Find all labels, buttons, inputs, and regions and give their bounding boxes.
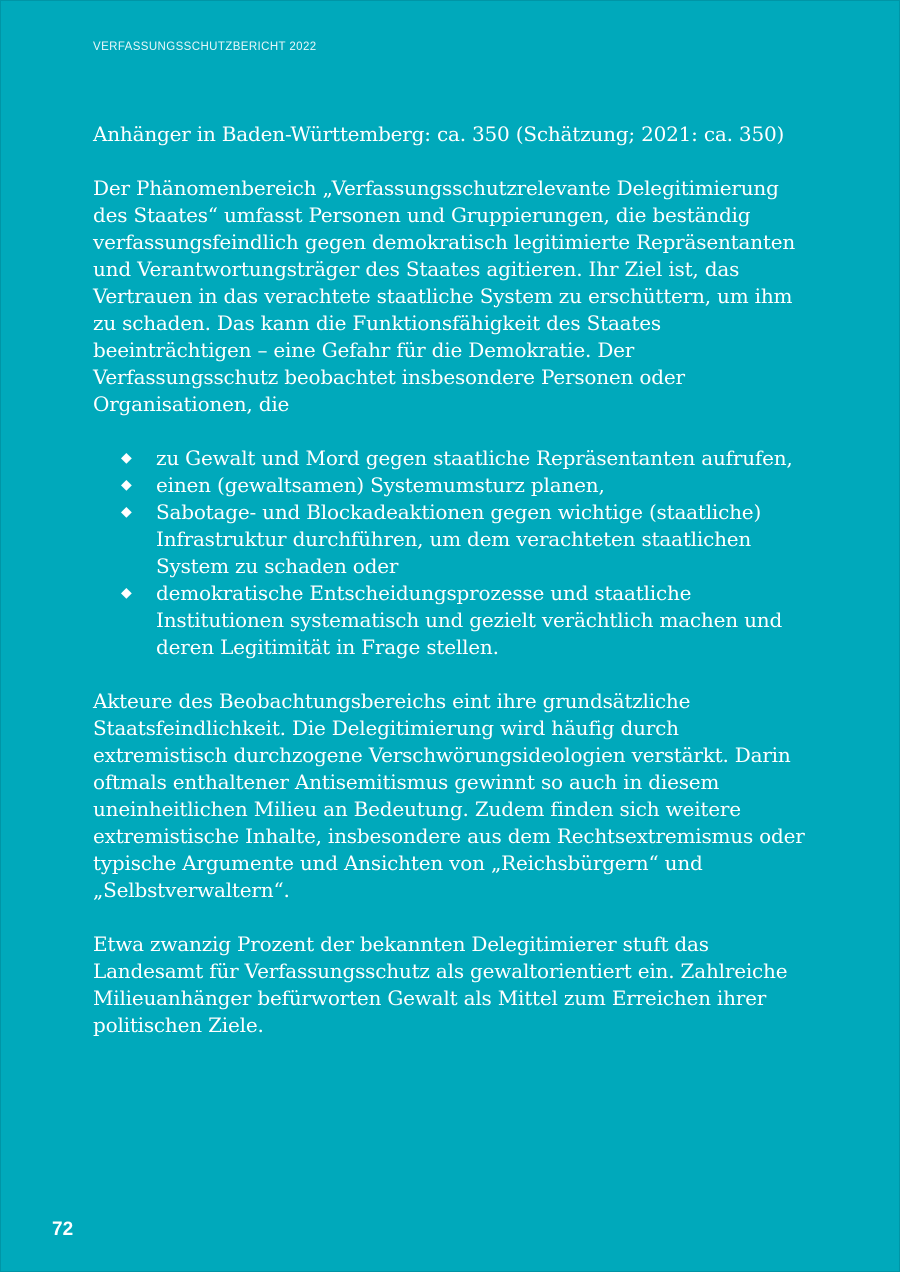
- bullet-item-text: demokratische Entscheidungsprozesse und staatliche Institutionen systematisch und gezielt verächtlich machen und deren Legitimität in Frage stellen.: [156, 581, 783, 659]
- page-number: 72: [52, 1219, 74, 1240]
- main-text-block: [93, 121, 809, 1066]
- diamond-bullet-icon: ◆: [121, 450, 132, 466]
- supporters-count-line: Anhänger in Baden-Württemberg: ca. 350 (Schätzung; 2021: ca. 350): [93, 122, 785, 146]
- bullet-item-text: einen (gewaltsamen) Systemumsturz planen,: [156, 473, 605, 497]
- criteria-bullet-list: [93, 445, 809, 661]
- bullet-item-text: zu Gewalt und Mord gegen staatliche Repräsentanten aufrufen,: [156, 446, 793, 470]
- violence-paragraph: Etwa zwanzig Prozent der bekannten Delegitimierer stuft das Landesamt für Verfassungsschutz als gewaltorientiert ein. Zahlreiche Milieuanhänger befürworten Gewalt als Mittel zum Erreichen ihrer politischen Ziele.: [93, 932, 788, 1037]
- intro-paragraph: Der Phänomenbereich „Verfassungsschutzrelevante Delegitimierung des Staates“ umfasst Personen und Gruppierungen, die beständig verfassungsfeindlich gegen demokratisch legitimierte Repräsentanten und Verantwortungsträger des Staates agitieren. Ihr Ziel ist, das Vertrauen in das verachtete staatliche System zu erschüttern, um ihm zu schaden. Das kann die Funktionsfähigkeit des Staates beeinträchtigen – eine Gefahr für die Demokratie. Der Verfassungsschutz beobachtet insbesondere Personen oder Organisationen, die: [93, 176, 796, 416]
- diamond-bullet-icon: ◆: [121, 477, 132, 493]
- bullet-item: [121, 580, 809, 661]
- bullet-item: [121, 472, 809, 499]
- bullet-item-text: Sabotage- und Blockadeaktionen gegen wichtige (staatliche) Infrastruktur durchführen, um dem verachteten staatlichen System zu schaden oder: [156, 500, 762, 578]
- running-header: VERFASSUNGSSCHUTZBERICHT 2022: [93, 41, 317, 53]
- bullet-item: [121, 445, 809, 472]
- diamond-bullet-icon: ◆: [121, 585, 132, 601]
- diamond-bullet-icon: ◆: [121, 504, 132, 520]
- actors-paragraph: Akteure des Beobachtungsbereichs eint ihre grundsätzliche Staatsfeindlichkeit. Die Delegitimierung wird häufig durch extremistisch durchzogene Verschwörungsideologien verstärkt. Darin oftmals enthaltener Antisemitismus gewinnt so auch in diesem uneinheitlichen Milieu an Bedeutung. Zudem finden sich weitere extremistische Inhalte, insbesondere aus dem Rechtsextremismus oder typische Argumente und Ansichten von „Reichsbürgern“ und „Selbstverwaltern“.: [93, 689, 805, 902]
- bullet-item: [121, 499, 809, 580]
